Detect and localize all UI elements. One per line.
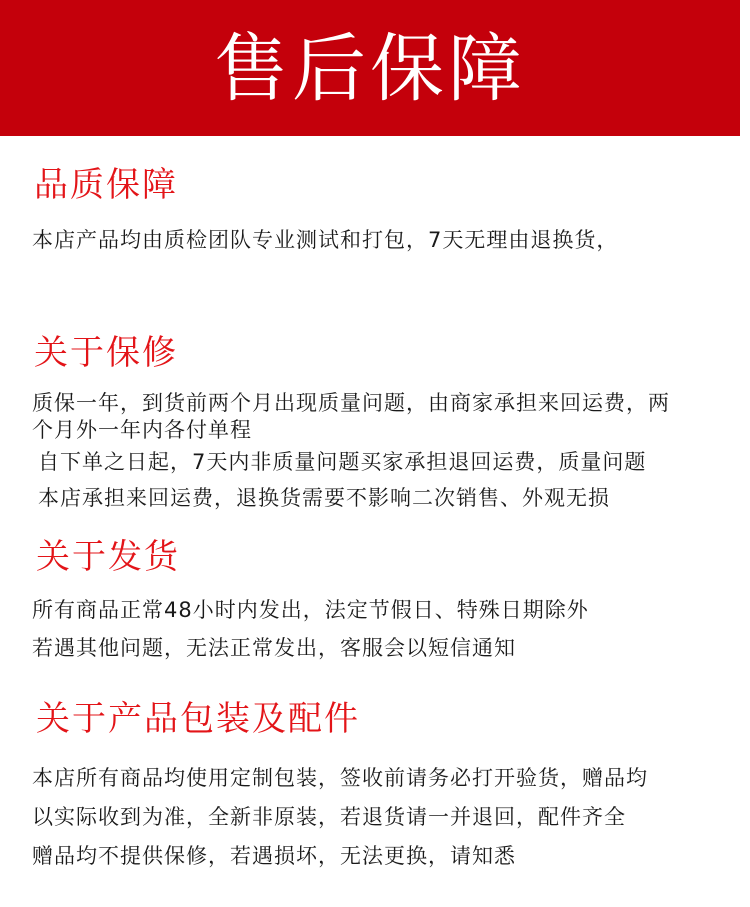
section-warranty-line-1: 质保一年，到货前两个月出现质量问题，由商家承担来回运费，两 [32, 391, 670, 415]
section-shipping-line-1: 所有商品正常48小时内发出，法定节假日、特殊日期除外 [32, 598, 589, 622]
section-heading-quality: 品质保障 [34, 165, 178, 205]
section-quality-line-1: 本店产品均由质检团队专业测试和打包，7天无理由退换货， [32, 228, 619, 252]
section-shipping-line-2: 若遇其他问题，无法正常发出，客服会以短信通知 [32, 636, 516, 660]
section-warranty-line-4: 本店承担来回运费，退换货需要不影响二次销售、外观无损 [38, 486, 610, 510]
header-banner [0, 0, 740, 136]
section-heading-packaging: 关于产品包装及配件 [36, 699, 360, 739]
section-packaging-line-2: 以实际收到为准，全新非原装，若退货请一并退回，配件齐全 [32, 805, 626, 829]
section-heading-warranty: 关于保修 [34, 333, 178, 373]
section-packaging-line-3: 赠品均不提供保修，若遇损坏，无法更换，请知悉 [32, 844, 516, 868]
page-title: 售后保障 [214, 26, 526, 112]
section-heading-shipping: 关于发货 [36, 537, 180, 577]
section-warranty-line-2: 个月外一年内各付单程 [32, 418, 252, 442]
section-packaging-line-1: 本店所有商品均使用定制包装，签收前请务必打开验货，赠品均 [32, 766, 648, 790]
section-warranty-line-3: 自下单之日起，7天内非质量问题买家承担退回运费，质量问题 [38, 450, 647, 474]
